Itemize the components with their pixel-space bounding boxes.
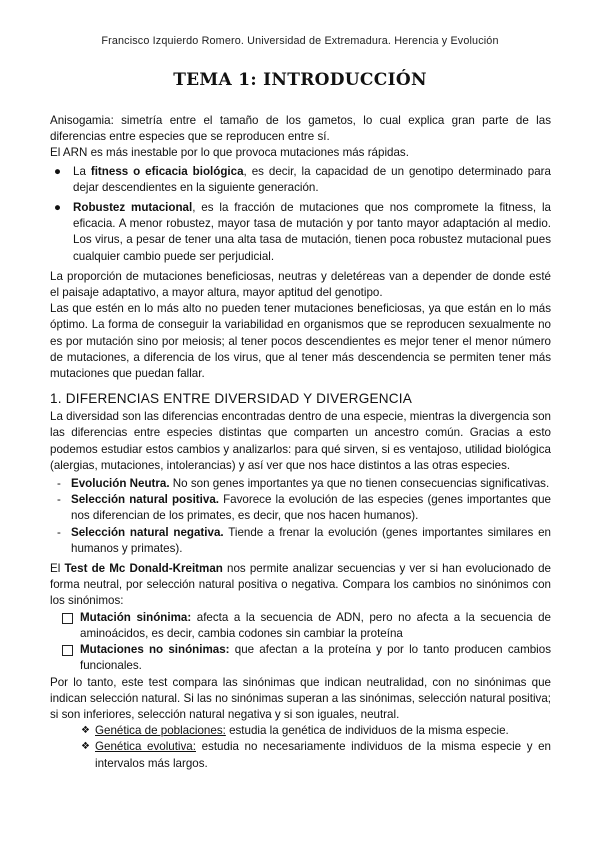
dash-list bbox=[50, 476, 551, 557]
intro-paragraph-2: El ARN es más inestable por lo que provoca mutaciones más rápidas. bbox=[50, 146, 409, 160]
list-item: - Evolución Neutra. No son genes importantes ya que no tienen consecuencias significativas. bbox=[50, 476, 551, 492]
intro-paragraph-4: Las que estén en lo más alto no pueden tener mutaciones beneficiosas, ya que están en lo más óptimo. La forma de conseguir la variabilidad en organismos que se reproducen sexualmente no es por mutación sino por meiosis; al tener pocos descendientes es mejor tener el menor número de mutaciones, a diferencia de los virus, que al tener más descendencia se permiten tener más mutaciones que puedan fallar. bbox=[50, 302, 551, 381]
term-robustez: Robustez mutacional bbox=[73, 201, 193, 215]
intro-bullet-list bbox=[50, 164, 551, 265]
checkbox-icon bbox=[62, 645, 73, 656]
bullet-dot-icon: ● bbox=[54, 201, 62, 215]
page-title: TEMA 1: INTRODUCCIÓN bbox=[173, 70, 427, 90]
section-heading: 1. DIFERENCIAS ENTRE DIVERSIDAD Y DIVERGENCIA bbox=[50, 391, 413, 407]
list-item: ● La fitness o eficacia biológica, es decir, la capacidad de un genotipo determinado para dejar descendientes en la siguiente generación. bbox=[54, 164, 551, 194]
diamond-bullet-icon: ❖ bbox=[81, 741, 90, 753]
list-item: ❖ Genética de poblaciones: estudia la genética de individuos de la misma especie. bbox=[50, 723, 551, 739]
dash-marker-icon: - bbox=[57, 493, 61, 507]
list-item: - Selección natural positiva. Favorece la evolución de las especies (genes importantes que nos diferencian de los primates, es decir, que nos hacen humanos). bbox=[57, 493, 551, 523]
list-item: - Selección natural negativa. Tiende a frenar la evolución (genes importantes similares en humanos y primates). bbox=[57, 525, 551, 555]
list-item: Mutaciones no sinónimas: que afectan a la proteína y por lo tanto producen cambios funcionales. bbox=[50, 642, 551, 674]
list-item: ● Robustez mutacional, es la fracción de mutaciones que nos compromete la fitness, la eficacia. A menor robustez, mayor tasa de mutación y por tanto mayor adaptación al medio. Los virus, a pesar de tener una alta tasa de mutación, tienen poca robustez mutacional pues cualquier cambio puede ser perjudicial. bbox=[54, 201, 551, 263]
dash-marker-icon: - bbox=[57, 477, 61, 491]
dash-marker-icon: - bbox=[57, 525, 61, 539]
running-header: Francisco Izquierdo Romero. Universidad de Extremadura. Herencia y Evolución bbox=[101, 35, 499, 47]
section-paragraph-3: Por lo tanto, este test compara las sinónimas que indican neutralidad, con no sinónimas que indican selección natural. Si las no sinónimas superan a las sinónimas, selección natural positiva; si son inferiores, selección natural negativa y si son iguales, neutral. bbox=[50, 675, 551, 721]
term-fitness: fitness o eficacia biológica bbox=[90, 164, 244, 178]
checkbox-icon bbox=[62, 613, 73, 624]
diamond-bullet-icon: ❖ bbox=[81, 725, 90, 737]
list-item: ❖ Genética evolutiva: estudia no necesariamente individuos de la misma especie y en intervalos más largos. bbox=[81, 740, 551, 770]
checkbox-list bbox=[50, 610, 551, 675]
intro-paragraph-3: La proporción de mutaciones beneficiosas, neutras y deletéreas van a depender de donde esté el paisaje adaptativo, a mayor altura, mayor aptitud del genotipo. bbox=[50, 269, 551, 300]
list-item: Mutación sinónima: afecta a la secuencia de ADN, pero no afecta a la secuencia de aminoácidos, es decir, cambia codones sin cambiar la proteína bbox=[50, 610, 551, 642]
intro-paragraph-1: Anisogamia: simetría entre el tamaño de los gametos, lo cual explica gran parte de las diferencias entre especies que se reproducen entre sí. bbox=[50, 114, 551, 144]
document-body bbox=[50, 113, 551, 772]
bullet-dot-icon: ● bbox=[54, 164, 62, 178]
term-mcdonald-kreitman: Test de Mc Donald-Kreitman bbox=[64, 562, 223, 576]
section-paragraph-1: La diversidad son las diferencias encontradas dentro de una especie, mientras la divergencia son las diferencias entre especies distintas que comparten un ancestro común. Gracias a esto podemos estudiar estos cambios y analizarlos: para qué sirven, si es ventajoso, utilidad biológica (alergias, mutaciones, intolerancias) y así ver que nos hace distintos a las otras especies. bbox=[50, 410, 551, 472]
diamond-list bbox=[50, 723, 551, 772]
section-paragraph-2: El Test de Mc Donald-Kreitman nos permite analizar secuencias y ver si han evolucionado de forma neutral, por selección natural positiva o negativa. Compara los cambios no sinónimos con los sinónimos: bbox=[50, 562, 552, 608]
